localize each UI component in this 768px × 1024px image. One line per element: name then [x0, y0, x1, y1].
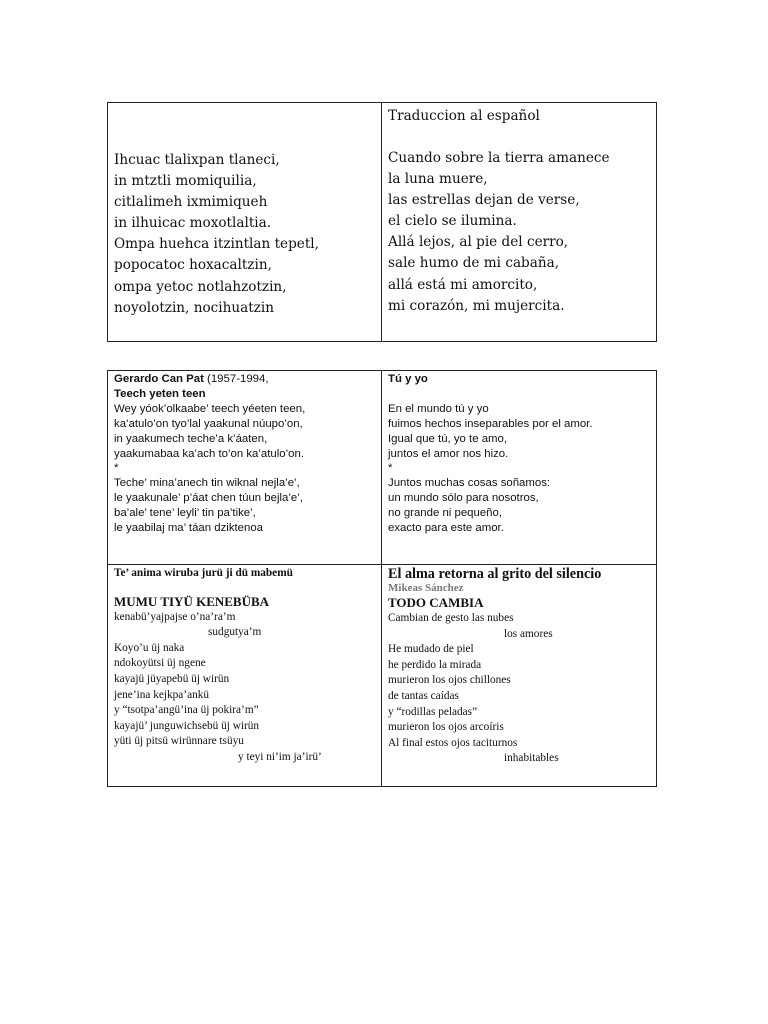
poem-line: Cambian de gesto las nubes [388, 612, 514, 624]
poem-line: el cielo se ilumina. [388, 213, 517, 230]
poem-line: Cuando sobre la tierra amanece [388, 150, 610, 166]
poem-line: ompa yetoc notlahzotzin, [114, 278, 287, 295]
nahuatl-poem-cell [108, 103, 382, 342]
nahuatl-poem-table [107, 102, 657, 342]
poem-line: las estrellas dejan de verse, [388, 192, 580, 209]
poem-line: yaakumabaa ka’ach to’on ka’atulo’on. [114, 447, 304, 460]
poem-line: la luna muere, [388, 171, 488, 188]
poem-line: in yaakumech teche’a k’áaten, [114, 432, 268, 445]
poem-line: sale humo de mi cabaña, [388, 255, 560, 272]
poem-years: (1957-1994, [203, 373, 269, 385]
poem-line: in ilhuicac moxotlaltia. [114, 215, 272, 232]
poem-line: y teyi ni’im ja’irü’ [238, 750, 322, 763]
poem-line: inhabitables [504, 752, 559, 765]
poem-line: y “rodillas peladas” [388, 705, 478, 718]
poem-line: popocatoc hoxacaltzin, [114, 257, 272, 274]
poems-table [107, 370, 657, 787]
spanish-zoque-translation-cell [382, 565, 657, 787]
poem-line: Koyo’u üj naka [114, 641, 185, 654]
collection-heading: El alma retorna al grito del silencio [388, 566, 602, 582]
poem-author: Gerardo Can Pat [114, 373, 204, 385]
poem-line: ba’ale’ tene’ leyli’ tin pa’tike’, [114, 507, 256, 520]
poem-line: juntos el amor nos hizo. [388, 447, 509, 460]
poem-line: murieron los ojos chillones [388, 674, 511, 687]
poem-line: allá está mi amorcito, [388, 276, 538, 293]
translation-heading: Traduccion al español [388, 108, 540, 124]
poem-line: Igual que tú, yo te amo, [388, 432, 508, 445]
poem-line: noyolotzin, nocihuatzin [114, 299, 274, 316]
poem-title: Tú y yo [388, 373, 428, 385]
poem-line: los amores [504, 627, 553, 640]
poem-line: Al final estos ojos taciturnos [388, 736, 518, 749]
poem-line: sudgutya’m [208, 626, 262, 639]
poem-line: Ihcuac tlalixpan tlaneci, [114, 152, 280, 168]
poem-line: Ompa huehca itzintlan tepetl, [114, 236, 319, 253]
poem-line: mi corazón, mi mujercita. [388, 297, 565, 314]
poem-title: MUMU TIYÜ KENEBÜBA [114, 593, 270, 609]
spanish-translation-cell [382, 103, 657, 342]
poem-line: Wey yóok’olkaabe’ teech yéeten teen, [114, 402, 306, 415]
poem-line: ndokoyütsi üj ngene [114, 657, 206, 670]
poem-line: Juntos muchas cosas soñamos: [388, 477, 551, 490]
poem-line: de tantas caídas [388, 689, 459, 702]
zoque-poem-cell [108, 565, 382, 787]
poem-title: TODO CAMBIA [388, 595, 484, 610]
poem-line: in mtztli momiquilia, [114, 173, 257, 190]
poem-line: no grande ni pequeño, [388, 507, 503, 520]
poem-line: le yaakunale’ p’áat chen túun bejla’e’, [114, 492, 303, 505]
poem-line: En el mundo tú y yo [388, 402, 489, 415]
poem-line: fuimos hechos inseparables por el amor. [388, 417, 593, 430]
poem-line: kayajü jüyapebü üj wirün [114, 672, 230, 685]
poem-line: exacto para este amor. [388, 522, 504, 535]
poem-line: he perdido la mirada [388, 658, 482, 671]
poem-line: le yaabilaj ma’ táan dziktenoa [114, 522, 264, 535]
collection-heading: Te’ anima wiruba jurü ji dü mabemü [114, 567, 293, 579]
stanza-separator: * [388, 462, 393, 475]
poem-author: Mikeas Sánchez [388, 582, 464, 594]
poem-line: murieron los ojos arcoíris [388, 721, 504, 734]
spanish-poem-cell [382, 371, 657, 565]
poem-line: yüti üj pitsü wirünnare tsüyu [114, 735, 244, 748]
poem-line: ka’atulo’on tyo’lal yaakunal núupo’on, [114, 417, 303, 430]
poem-line: kayajü’ junguwichsebü üj wirün [114, 719, 260, 732]
stanza-separator: * [114, 462, 119, 475]
poem-title: Teech yeten teen [114, 387, 206, 400]
poem-line: citlalimeh ixmimiqueh [114, 194, 268, 211]
poem-line: jene’ina kejkpa’ankü [114, 688, 210, 701]
poem-line: un mundo sólo para nosotros, [388, 492, 539, 505]
maya-poem-cell [108, 371, 382, 565]
poem-line: Allá lejos, al pie del cerro, [388, 234, 569, 251]
poem-line: y “tsotpa’angü’ina üj pokira’m” [114, 704, 259, 717]
poem-line: Teche’ mina’anech tin wiknal nejla’e’, [114, 477, 300, 490]
poem-line: kenabü’yajpajse o’na’ra’m [114, 610, 236, 623]
poem-line: He mudado de piel [388, 643, 474, 656]
